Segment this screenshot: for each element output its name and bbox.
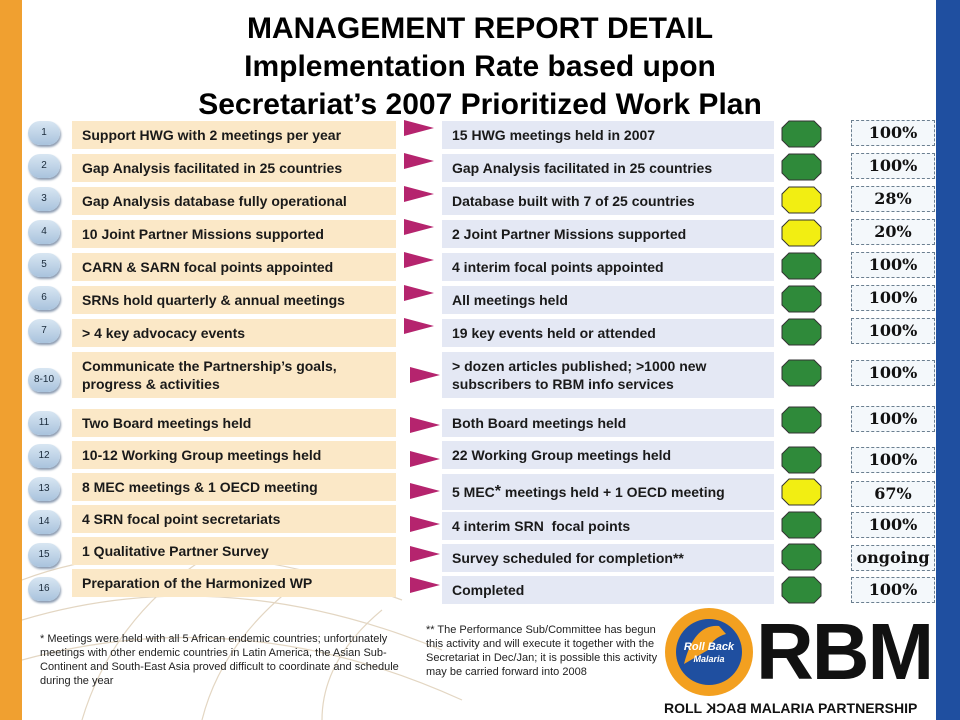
status-octagon-15 (781, 543, 822, 571)
row-number-15: 15 (28, 543, 60, 567)
status-octagon-8-10 (781, 359, 822, 387)
status-octagon-2 (781, 153, 822, 181)
result-13-asterisk: * (494, 483, 502, 500)
footnote-double-asterisk: ** The Performance Sub/Committee has begun this activity and will execute it together with the Secretariat in Dec/Jan; it is possible this activity may be carried forward into 2008 (426, 624, 658, 678)
roll-back-malaria-badge (664, 604, 754, 700)
arrow-13 (410, 483, 440, 499)
row-number-13: 13 (28, 477, 60, 501)
row-number-2: 2 (28, 154, 60, 178)
result-1: 15 HWG meetings held in 2007 (442, 121, 774, 149)
report-title-line-2: Implementation Rate based upon (244, 50, 716, 83)
arrow-12 (410, 451, 440, 467)
status-octagon-13 (781, 478, 822, 506)
status-octagon-1 (781, 120, 822, 148)
rate-5: 100% (851, 252, 935, 278)
rate-8-10: 100% (851, 360, 935, 386)
objective-16: Preparation of the Harmonized WP (72, 569, 396, 597)
arrow-11 (410, 417, 440, 433)
rate-6: 100% (851, 285, 935, 311)
badge-text-roll-back: Roll Back (683, 641, 735, 653)
rbm-logo-letters: RBM (756, 607, 933, 696)
objective-7: > 4 key advocacy events (72, 319, 396, 347)
objective-1: Support HWG with 2 meetings per year (72, 121, 396, 149)
objective-11: Two Board meetings held (72, 409, 396, 437)
arrow-4 (404, 219, 434, 235)
arrow-14 (410, 516, 440, 532)
arrow-7 (404, 318, 434, 334)
result-15: Survey scheduled for completion** (442, 544, 774, 572)
row-number-16: 16 (28, 577, 60, 601)
tagline-malaria-partnership: MALARIA PARTNERSHIP (750, 700, 918, 716)
row-number-14: 14 (28, 510, 60, 534)
status-octagon-11 (781, 406, 822, 434)
row-number-6: 6 (28, 286, 60, 310)
rate-12: 100% (851, 447, 935, 473)
row-number-1: 1 (28, 121, 60, 145)
objective-14: 4 SRN focal point secretariats (72, 505, 396, 533)
arrow-3 (404, 186, 434, 202)
result-11: Both Board meetings held (442, 409, 774, 437)
rate-16: 100% (851, 577, 935, 603)
result-13 (442, 474, 774, 510)
rate-3: 28% (851, 186, 935, 212)
row-number-12: 12 (28, 444, 60, 468)
arrow-5 (404, 252, 434, 268)
result-8-10: > dozen articles published; >1000 new subscribers to RBM info services (442, 352, 774, 398)
row-number-8-10: 8-10 (28, 368, 60, 392)
status-octagon-6 (781, 285, 822, 313)
right-accent-bar (936, 0, 960, 720)
result-3: Database built with 7 of 25 countries (442, 187, 774, 215)
arrow-2 (404, 153, 434, 169)
status-octagon-4 (781, 219, 822, 247)
status-octagon-7 (781, 318, 822, 346)
status-octagon-3 (781, 186, 822, 214)
result-16: Completed (442, 576, 774, 604)
report-title-line-1: MANAGEMENT REPORT DETAIL (246, 12, 714, 45)
objective-2: Gap Analysis facilitated in 25 countries (72, 154, 396, 182)
badge-text-malaria: Malaria (693, 654, 725, 664)
objective-12: 10-12 Working Group meetings held (72, 441, 396, 469)
rate-4: 20% (851, 219, 935, 245)
result-4: 2 Joint Partner Missions supported (442, 220, 774, 248)
arrow-1 (404, 120, 434, 136)
row-number-11: 11 (28, 411, 60, 435)
rate-14: 100% (851, 512, 935, 538)
objective-6: SRNs hold quarterly & annual meetings (72, 286, 396, 314)
rate-1: 100% (851, 120, 935, 146)
row-number-7: 7 (28, 319, 60, 343)
tagline-roll: ROLL (664, 700, 702, 716)
footnote-single-asterisk: * Meetings were held with all 5 African endemic countries; unfortunately meetings with other endemic countries in Latin America, the Asian Sub-Continent and South-East Asia proved difficult to coordinate and schedule during the year (40, 633, 399, 687)
result-2: Gap Analysis facilitated in 25 countries (442, 154, 774, 182)
objective-13: 8 MEC meetings & 1 OECD meeting (72, 473, 396, 501)
row-number-5: 5 (28, 253, 60, 277)
arrow-8-10 (410, 367, 440, 383)
rate-2: 100% (851, 153, 935, 179)
status-octagon-14 (781, 511, 822, 539)
rate-15: ongoing (851, 545, 935, 571)
status-octagon-12 (781, 446, 822, 474)
arrow-16 (410, 577, 440, 593)
result-13-suffix: meetings held + 1 OECD meeting (501, 484, 725, 500)
rbm-tagline (664, 700, 918, 716)
status-octagon-16 (781, 576, 822, 604)
status-octagon-5 (781, 252, 822, 280)
row-number-4: 4 (28, 220, 60, 244)
arrow-6 (404, 285, 434, 301)
result-7: 19 key events held or attended (442, 319, 774, 347)
rate-11: 100% (851, 406, 935, 432)
row-number-3: 3 (28, 187, 60, 211)
objective-4: 10 Joint Partner Missions supported (72, 220, 396, 248)
rate-13: 67% (851, 481, 935, 507)
result-12: 22 Working Group meetings held (442, 441, 774, 469)
result-14: 4 interim SRN focal points (442, 512, 774, 540)
arrow-15 (410, 546, 440, 562)
objective-8-10: Communicate the Partnership’s goals, progress & activities (72, 352, 396, 398)
result-6: All meetings held (442, 286, 774, 314)
tagline-back-mirrored: BACK (705, 700, 747, 716)
rate-7: 100% (851, 318, 935, 344)
objective-3: Gap Analysis database fully operational (72, 187, 396, 215)
report-title-line-3: Secretariat’s 2007 Prioritized Work Plan (198, 88, 762, 121)
result-5: 4 interim focal points appointed (442, 253, 774, 281)
objective-5: CARN & SARN focal points appointed (72, 253, 396, 281)
result-13-prefix: 5 MEC (452, 484, 495, 500)
left-accent-bar (0, 0, 22, 720)
objective-15: 1 Qualitative Partner Survey (72, 537, 396, 565)
